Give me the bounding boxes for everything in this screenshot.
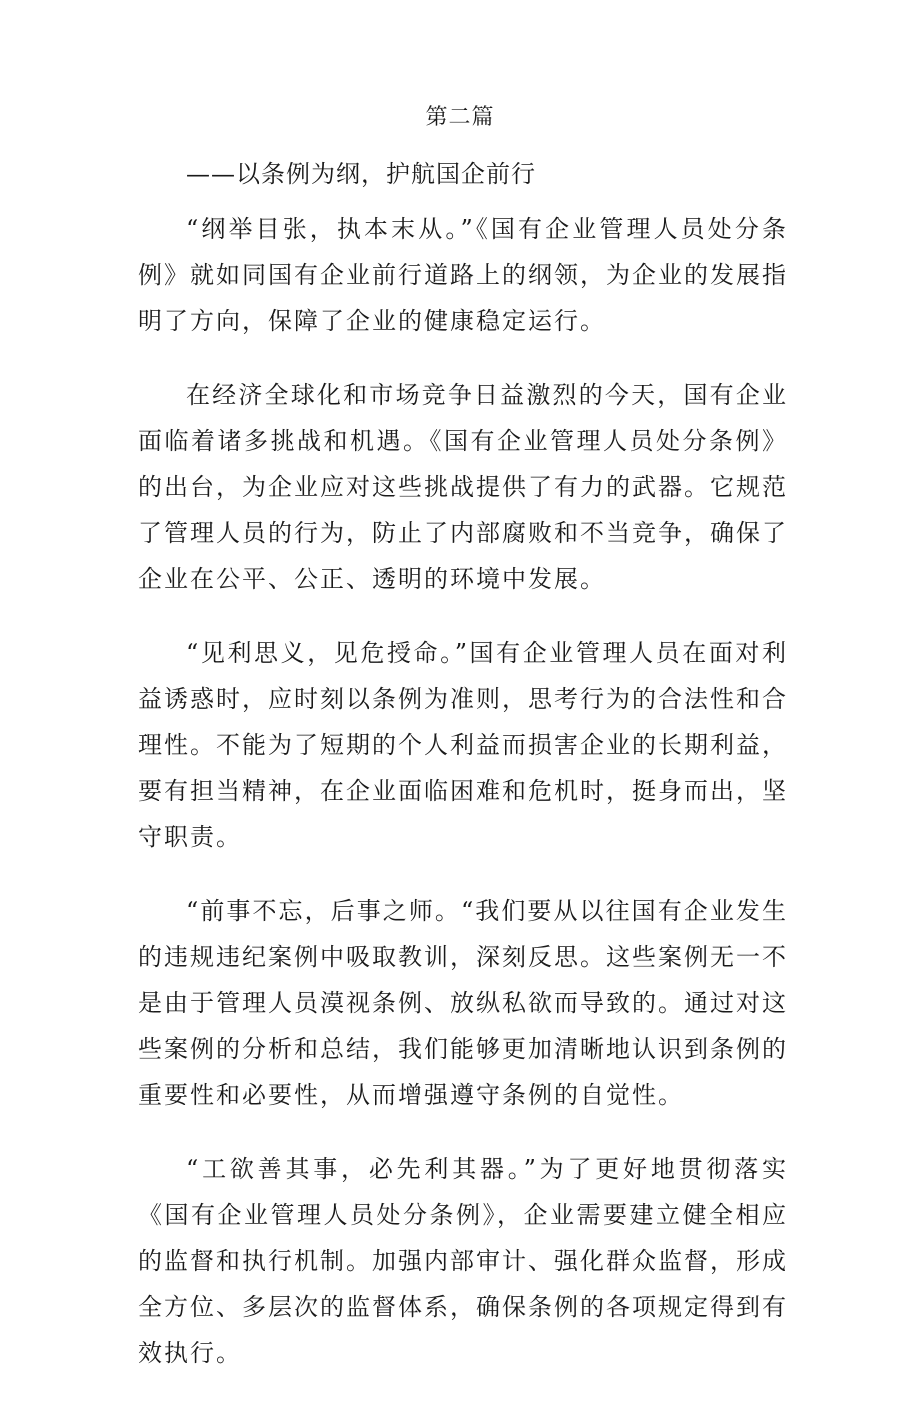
paragraph-4: “前事不忘，后事之师。“我们要从以往国有企业发生的违规违纪案例中吸取教训，深刻反思。这些案例无一不是由于管理人员漠视条例、放纵私欲而导致的。通过对这些案例的分析和总结，我们能够更加清晰地认识到条例的重要性和必要性，从而增强遵守条例的自觉性。 [138,897,788,1109]
paragraph-5: “工欲善其事，必先利其器。”为了更好地贯彻落实《国有企业管理人员处分条例》，企业需要建立健全相应的监督和执行机制。加强内部审计、强化群众监督，形成全方位、多层次的监督体系，确保条例的各项规定得到有效执行。 [138,1155,788,1367]
document-subtitle: ——以条例为纲，护航国企前行 [186,160,536,188]
paragraph-3: “见利思义，见危授命。”国有企业管理人员在面对利益诱惑时，应时刻以条例为准则，思考行为的合法性和合理性。不能为了短期的个人利益而损害企业的长期利益，要有担当精神，在企业面临困难和危机时，挺身而出，坚守职责。 [138,639,788,851]
document-heading: 第二篇 [425,105,495,130]
paragraph-1: “纲举目张，执本末从。”《国有企业管理人员处分条例》就如同国有企业前行道路上的纲领，为企业的发展指明了方向，保障了企业的健康稳定运行。 [138,215,788,335]
paragraph-2: 在经济全球化和市场竞争日益激烈的今天，国有企业面临着诸多挑战和机遇。《国有企业管理人员处分条例》的出台，为企业应对这些挑战提供了有力的武器。它规范了管理人员的行为，防止了内部腐败和不当竞争，确保了企业在公平、公正、透明的环境中发展。 [138,381,788,593]
document-body [138,206,788,1404]
